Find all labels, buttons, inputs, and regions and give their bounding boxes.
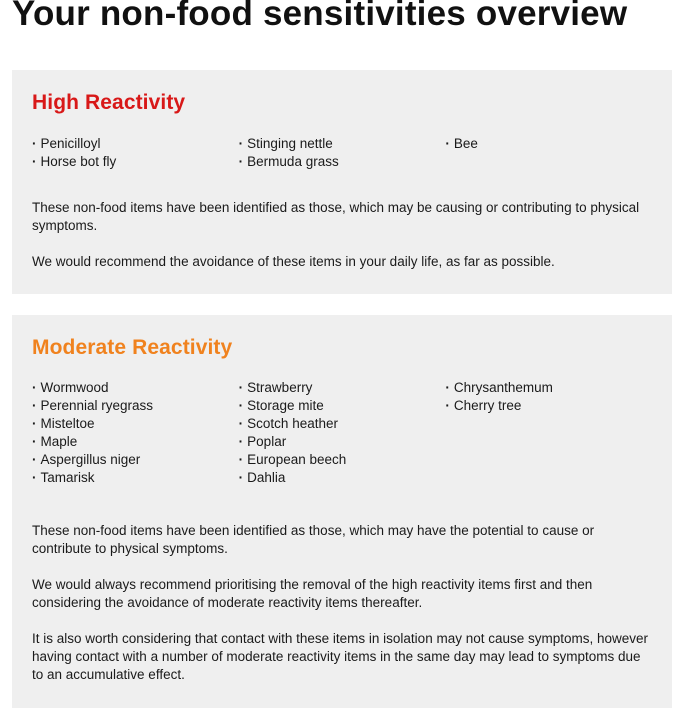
list-item: · Strawberry — [239, 379, 446, 397]
page-title: Your non-food sensitivities overview — [12, 0, 628, 33]
list-item: · Chrysanthemum — [445, 379, 652, 397]
list-item: · Bermuda grass — [239, 153, 446, 171]
list-item: · Wormwood — [32, 379, 239, 397]
list-item: · Tamarisk — [32, 469, 239, 487]
high-items-column-2 — [239, 135, 446, 171]
list-item: · European beech — [239, 451, 446, 469]
high-reactivity-items — [32, 135, 652, 171]
list-item: · Perennial ryegrass — [32, 397, 239, 415]
list-item: · Cherry tree — [445, 397, 652, 415]
moderate-reactivity-items — [32, 379, 652, 487]
list-item: · Storage mite — [239, 397, 446, 415]
high-reactivity-card — [12, 70, 672, 294]
moderate-accumulative-note: It is also worth considering that contact with these items in isolation may not cause symptoms, however having contact with a number of moderate reactivity items in the same day may lead to symptoms due to an accumulative effect. — [32, 631, 649, 682]
high-recommendation: We would recommend the avoidance of these items in your daily life, as far as possible. — [32, 254, 555, 269]
moderate-recommendation: We would always recommend prioritising the removal of the high reactivity items first and then considering the avoidance of moderate reactivity items thereafter. — [32, 577, 593, 610]
high-items-column-3 — [445, 135, 652, 171]
high-reactivity-heading: High Reactivity — [32, 91, 186, 114]
moderate-items-column-3 — [445, 379, 652, 487]
moderate-reactivity-heading: Moderate Reactivity — [32, 336, 233, 359]
list-item: · Horse bot fly — [32, 153, 239, 171]
moderate-items-column-2 — [239, 379, 446, 487]
list-item: · Misteltoe — [32, 415, 239, 433]
moderate-reactivity-card — [12, 315, 672, 708]
high-description: These non-food items have been identified as those, which may be causing or contributing to physical symptoms. — [32, 200, 640, 233]
list-item: · Maple — [32, 433, 239, 451]
list-item: · Aspergillus niger — [32, 451, 239, 469]
high-items-column-1 — [32, 135, 239, 171]
list-item: · Dahlia — [239, 469, 446, 487]
list-item: · Poplar — [239, 433, 446, 451]
moderate-items-column-1 — [32, 379, 239, 487]
list-item: · Bee — [445, 135, 652, 153]
list-item: · Penicilloyl — [32, 135, 239, 153]
list-item: · Stinging nettle — [239, 135, 446, 153]
moderate-description: These non-food items have been identified as those, which may have the potential to cause or contribute to physical symptoms. — [32, 523, 595, 556]
list-item: · Scotch heather — [239, 415, 446, 433]
